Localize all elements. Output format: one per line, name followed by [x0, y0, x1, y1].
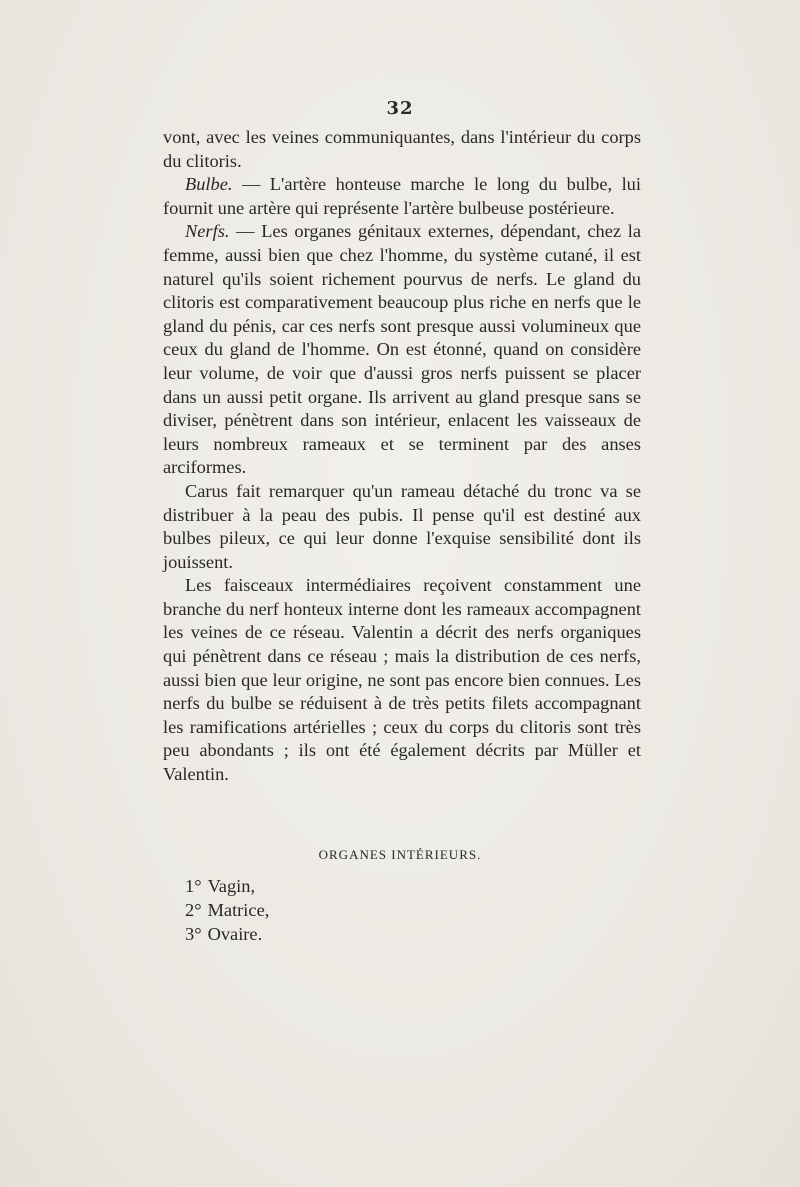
paragraph-lead: Bulbe.: [185, 174, 233, 195]
paragraph-carus: [163, 480, 641, 574]
paragraph-text: Les faisceaux intermédiaires reçoivent constamment une branche du nerf honteux interne dont les rameaux accompagnent les veines de ce réseau. Valentin a décrit des nerfs organiques qui pénètrent dans ce réseau ; mais la distribution de ces nerfs, aussi bien que leur origine, ne sont pas encore bien connues. Les nerfs du bulbe se réduisent à de très petits filets accompagnant les ramifications artérielles ; ceux du corps du clitoris sont très peu abondants ; ils ont été également décrits par Müller et Valentin.: [163, 575, 641, 785]
organ-list: [185, 874, 269, 946]
paragraph-text: vont, avec les veines communiquantes, dans l'intérieur du corps du clitoris.: [163, 127, 641, 171]
list-item-label: Ovaire.: [207, 924, 263, 944]
list-item-number: 2°: [185, 900, 202, 920]
list-item-number: 1°: [185, 876, 202, 896]
list-item: [185, 922, 269, 946]
body-text: [163, 126, 641, 787]
paragraph-faisceaux: [163, 574, 641, 786]
section-heading: ORGANES INTÉRIEURS.: [318, 847, 482, 862]
paragraph-text: Carus fait remarquer qu'un rameau détaché du tronc va se distribuer à la peau des pubis. Il pense qu'il est destiné aux bulbes pileux, ce qui leur donne l'exquise sensibilité dont ils jouissent.: [163, 480, 641, 572]
list-item: [185, 874, 269, 898]
paragraph-continuation: [163, 126, 641, 173]
paragraph-text: — Les organes génitaux externes, dépendant, chez la femme, aussi bien que chez l'homme, du système cutané, il est naturel qu'ils soient richement pourvus de nerfs. Le gland du clitoris est comparativement beaucoup plus riche en nerfs que le gland du pénis, car ces nerfs sont presque aussi volumineux que ceux du gland de l'homme. On est étonné, quand on considère leur volume, de voir que d'aussi gros nerfs puissent se placer dans un aussi petit organe. Ils arrivent au gland presque sans se diviser, pénètrent dans son intérieur, enlacent les vaisseaux de leurs nombreux rameaux et se terminent par des anses arciformes.: [163, 221, 641, 478]
list-item-label: Vagin,: [207, 876, 256, 896]
paragraph-nerfs: [163, 220, 641, 480]
paragraph-lead: Nerfs.: [185, 221, 230, 242]
list-item-label: Matrice,: [207, 900, 270, 920]
paragraph-text: — L'artère honteuse marche le long du bulbe, lui fournit une artère qui représente l'artère bulbeuse postérieure.: [163, 174, 641, 218]
paragraph-bulbe: [163, 173, 641, 220]
list-item: [185, 898, 269, 922]
list-item-number: 3°: [185, 924, 202, 944]
page-number: 32: [386, 98, 414, 119]
